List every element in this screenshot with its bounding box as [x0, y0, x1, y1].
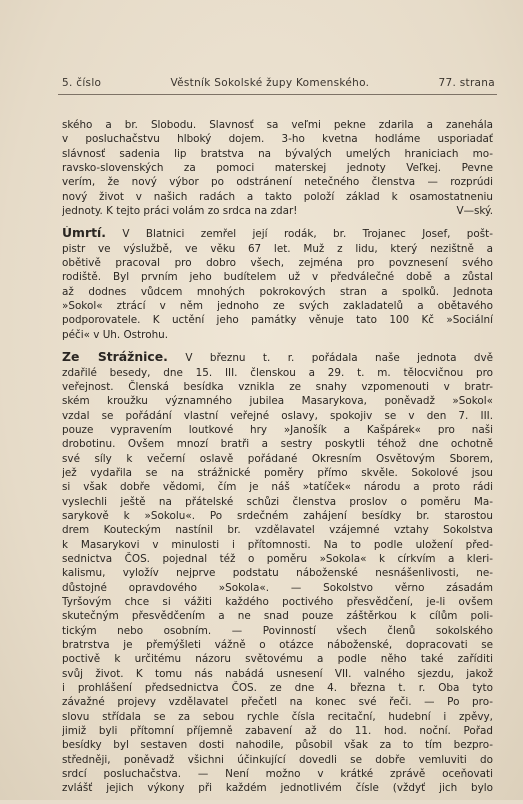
- line-text: veřejnost. Členská besídka vznikla ze snahy vzpomenouti v bratr-: [62, 380, 493, 393]
- text-line: [62, 710, 493, 724]
- line-text: »Sokol« ztrácí v něm jednoho ze svých zakladatelů a obětavého: [62, 300, 493, 313]
- line-text: besídky byl sestaven dosti nahodile, působil však za to tím bezpro-: [62, 739, 493, 752]
- paragraph-heading: Ze Strážnice.: [62, 350, 168, 365]
- line-text: drem Kouteckým nastínil br. vzdělavatel vzájemné vztahy Sokolstva: [62, 524, 493, 537]
- line-text: k Masarykovi v minulosti i přítomnosti. Na to podle uložení před-: [62, 538, 493, 551]
- line-text: V Blatnici zemřel její rodák, br. Trojanec Josef, pošt-: [105, 228, 493, 241]
- text-line: [62, 595, 493, 609]
- header-rule: [58, 94, 497, 95]
- line-text: své síly k večerní oslavě pořádané Okresním Osvětovým Sborem,: [62, 452, 493, 465]
- text-line: [62, 161, 493, 175]
- line-text: středněji, poněvadž všichni účinkující dovedli se dobře vemluviti do: [62, 753, 493, 766]
- text-line: [62, 409, 493, 423]
- line-text: jimiž byli přítomní příjemně zabavení až do 11. hod. noční. Pořad: [62, 725, 493, 738]
- text-line: [62, 147, 493, 161]
- text-line: [62, 566, 493, 580]
- text-line: [62, 738, 493, 752]
- line-text: důstojné opravdového »Sokola«. — Sokolstvo věrno zásadám: [62, 581, 493, 594]
- line-text: sednictva ČOS. pojednal též o poměru »Sokola« k církvím a kleri-: [62, 552, 493, 565]
- signature: V—ský.: [456, 205, 493, 218]
- line-text: poctivě k určitému názoru světovému a podle něho také zaříditi: [62, 653, 493, 666]
- line-text: verím, že nový výbor po odstránení netečného členstva — rozprúdi: [62, 176, 493, 189]
- text-line: [62, 523, 493, 537]
- text-line: [62, 204, 493, 218]
- line-text: Tyršovým chce si vážiti každého poctivého přesvědčení, je-li ovšem: [62, 596, 493, 608]
- line-text: drobotinu. Ovšem mnozí bratři a sestry poskytli téhož dne ochotně: [62, 438, 493, 451]
- text-line: [62, 624, 493, 638]
- line-text: ského a br. Slobodu. Slavnosť sa veľmi pekne zdarila a zanehála: [62, 119, 493, 131]
- line-text: jež vydařila se na strážnické poměry přímo skvěle. Sokolové jsou: [62, 466, 493, 479]
- line-text: bratrstva je přemýšleti vážně o otázce náboženské, dopracovati se: [62, 639, 493, 652]
- text-line: [62, 350, 493, 365]
- text-line: [62, 226, 493, 241]
- line-text: srdcí posluchačstva. — Není možno v krátké zprávě oceňovati: [62, 768, 493, 781]
- line-text: si však dobře vědomi, čím je náš »tatíček« národu a proto rádi: [62, 481, 493, 494]
- text-line: [62, 190, 493, 204]
- line-text: závažné projevy vzdělavatel přečetl na konec své řeči. — Po pro-: [62, 696, 493, 709]
- line-text: podporovatele. K uctění jeho památky věnuje tato 100 Kč »Sociální: [62, 314, 493, 327]
- paragraph-heading: Úmrtí.: [62, 226, 106, 241]
- text-line: [62, 609, 493, 623]
- text-line: [62, 394, 493, 408]
- text-line: [62, 423, 493, 437]
- text-line: [62, 466, 493, 480]
- line-text: slovu střídala se za sebou rychle čísla recitační, hudební i zpěvy,: [62, 710, 493, 723]
- line-text: svůj život. K tomu nás nabádá usnesení VII. valného sjezdu, jakož: [62, 667, 493, 680]
- text-line: [62, 509, 493, 523]
- text-line: [62, 753, 493, 767]
- paragraph: [62, 350, 493, 796]
- text-line: [62, 767, 493, 781]
- text-line: [62, 437, 493, 451]
- line-text: ravsko-slovenských za pomoci materskej jednoty Veľkej. Pevne: [62, 162, 493, 175]
- line-text: vyslechli ještě na přátelské schůzi členstva proslov o poměru Ma-: [62, 495, 493, 508]
- line-text: i prohlášení předsednictva ČOS. ze dne 4. března t. r. Oba tyto: [62, 682, 493, 695]
- line-text: tickým nebo osobním. — Povinností všech členů sokolského: [62, 624, 493, 637]
- line-text: zvlášť jejich výkony při každém jednotlivém čísle (vždyť jich bylo: [62, 782, 493, 795]
- line-text: kalismu, vyložív nejprve podstatu náboženské nesnášenlivosti, ne-: [62, 567, 493, 580]
- line-text: zdařilé besedy, dne 15. III. členskou a 29. t. m. tělocvičnou pro: [62, 366, 493, 379]
- line-text: vzdal se pořádání vlastní veřejné oslavy, spokojiv se v den 7. III.: [62, 409, 493, 422]
- running-header: [62, 77, 495, 89]
- line-text: až dodnes vůdcem mnohých pokrokových stran a spolků. Jednota: [62, 285, 493, 298]
- paragraph: [62, 226, 493, 342]
- text-line: [62, 118, 493, 132]
- text-line: [62, 175, 493, 189]
- line-text: V březnu t. r. pořádala naše jednota dvě: [167, 352, 493, 365]
- text-line: [62, 242, 493, 256]
- line-text: slávnosť sadenia lip bratstva na bývalých umelých hraniciach mo-: [62, 147, 493, 160]
- line-text: pouze vypravením loutkové hry »Janošík a Kašpárek« pro naši: [62, 423, 493, 436]
- line-text: v posluchačstvu hlboký dojem. 3-ho kvetna hodláme usporiadať: [62, 133, 493, 146]
- text-line: [62, 480, 493, 494]
- line-text: ském kroužku významného jubilea Masarykova, poněvadž »Sokol«: [62, 395, 493, 408]
- paragraph: [62, 118, 493, 218]
- line-text: sarykově k »Sokolu«. Po srdečném zahájení besídky br. starostou: [62, 509, 493, 522]
- text-line: [62, 132, 493, 146]
- page-number: 77. strana: [438, 77, 495, 89]
- line-text: nový život v našich radách a takto položí základ k osamostatneniu: [62, 190, 493, 203]
- text-line: [62, 695, 493, 709]
- text-line: [62, 256, 493, 270]
- issue-number: 5. číslo: [62, 77, 102, 89]
- line-text: pistr ve výslužbě, ve věku 67 let. Muž z lidu, který nezištně a: [62, 242, 493, 255]
- text-line: [62, 328, 493, 342]
- line-text: skutečným přesvědčením a ne snad pouze záštěrkou k cílům poli-: [62, 610, 493, 623]
- text-line: [62, 724, 493, 738]
- text-line: [62, 681, 493, 695]
- text-line: [62, 452, 493, 466]
- text-line: [62, 366, 493, 380]
- line-text: jednoty. K tejto práci volám zo srdca na zdar!: [62, 205, 298, 218]
- journal-title: Věstník Sokolské župy Komenského.: [170, 77, 370, 89]
- text-line: [62, 299, 493, 313]
- text-line: [62, 538, 493, 552]
- text-line: [62, 781, 493, 795]
- line-text: obětivě pracoval pro dobro všech, zejména pro povznesení svého: [62, 257, 493, 270]
- text-line: [62, 652, 493, 666]
- text-line: [62, 313, 493, 327]
- article-body: [62, 118, 493, 804]
- line-text: rodiště. Byl prvním jeho budítelem už v předválečné době a zůstal: [62, 271, 493, 284]
- text-line: [62, 638, 493, 652]
- line-text: péči« v Uh. Ostrohu.: [62, 328, 169, 341]
- text-line: [62, 270, 493, 284]
- text-line: [62, 380, 493, 394]
- text-line: [62, 581, 493, 595]
- text-line: [62, 552, 493, 566]
- text-line: [62, 495, 493, 509]
- text-line: [62, 667, 493, 681]
- text-line: [62, 285, 493, 299]
